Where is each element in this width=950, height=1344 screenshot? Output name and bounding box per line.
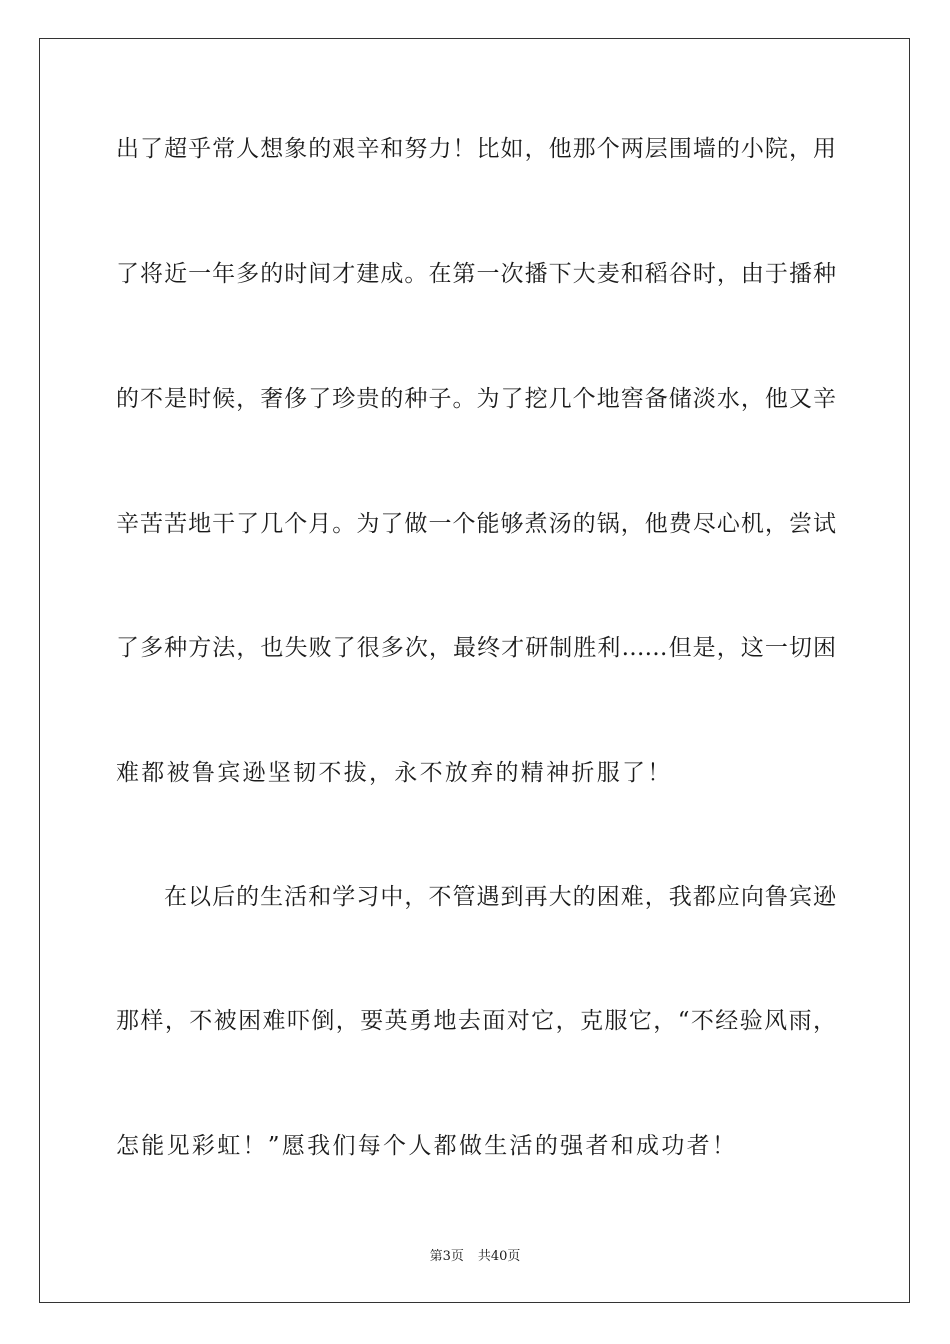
paragraph-line: 的不是时候，奢侈了珍贵的种子。为了挖几个地窖备储淡水，他又辛 — [116, 386, 836, 412]
page-border — [39, 38, 910, 1303]
page-number: 第3页 — [429, 1249, 464, 1264]
paragraph-line: 怎能见彩虹！”愿我们每个人都做生活的强者和成功者！ — [116, 1133, 738, 1159]
page-footer — [0, 1248, 950, 1266]
page-total: 共40页 — [477, 1249, 521, 1264]
paragraph-line: 那样，不被困难吓倒，要英勇地去面对它，克服它，“不经验风雨， — [116, 1008, 836, 1034]
paragraph-line: 了将近一年多的时间才建成。在第一次播下大麦和稻谷时，由于播种 — [116, 261, 836, 287]
paragraph-line: 出了超乎常人想象的艰辛和努力！比如，他那个两层围墙的小院，用 — [116, 136, 836, 162]
paragraph-line: 难都被鲁宾逊坚韧不拔，永不放弃的精神折服了！ — [116, 760, 673, 786]
paragraph-line-indented: 在以后的生活和学习中，不管遇到再大的困难，我都应向鲁宾逊 — [164, 884, 836, 910]
paragraph-line: 辛苦苦地干了几个月。为了做一个能够煮汤的锅，他费尽心机，尝试 — [116, 511, 836, 537]
paragraph-line: 了多种方法，也失败了很多次，最终才研制胜利……但是，这一切困 — [116, 635, 836, 661]
